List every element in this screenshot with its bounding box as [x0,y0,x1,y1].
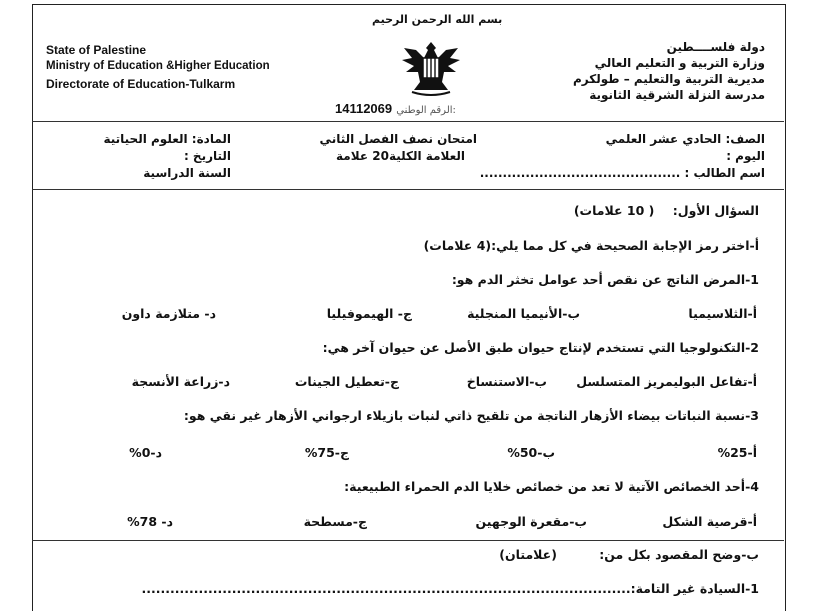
date-field: التاريخ : [183,149,231,163]
q1-item-1-option-d: د- متلازمة داون [121,306,216,321]
part-b-label: ب-وضح المقصود بكل من: [599,547,759,562]
divider-2 [32,189,784,190]
divider-3 [32,540,784,541]
part-a-instruction: أ-اختر رمز الإجابة الصحيحة في كل مما يلي:(4 علامات) [423,238,759,253]
q1-item-4-option-a: أ-قرصية الشكل [662,514,757,529]
q1-item-3-option-d: د-0% [129,445,162,460]
exam-title: امتحان نصف الفصل الثاني [319,132,477,146]
day-field: اليوم : [726,149,765,163]
q1-item-1: 1-المرض الناتج عن نقص أحد عوامل تخثر الدم هو: [451,272,759,287]
question-1-title [574,203,759,218]
palestine-eagle-emblem-icon [396,36,466,98]
q1-item-1-option-a: أ-الثلاسيميا [688,306,757,321]
national-number [335,101,456,117]
grade-field: الصف: الحادي عشر العلمي [605,132,765,146]
national-number-label: الرقم الوطني: [396,105,456,116]
q1-item-4: 4-أحد الخصائص الآتية لا تعد من خصائص خلايا الدم الحمراء الطبيعية: [344,479,759,494]
q1-item-2-option-c: ج-تعطيل الجينات [294,374,399,389]
divider-1 [32,121,784,122]
part-b-instruction [499,547,759,562]
q1-item-1-option-c: ج- الهيموفيليا [326,306,412,321]
question-1-label: السؤال الأول: [672,203,759,218]
header-en-line-1: State of Palestine [46,43,147,57]
header-en-line-3: Directorate of Education-Tulkarm [46,77,236,91]
q1-item-2: 2-التكنولوجيا التي تستخدم لإنتاج حيوان طبق الأصل عن حيوان آخر هي: [322,340,759,355]
basmala: بسم الله الرحمن الرحيم [372,13,503,26]
national-number-value: 14112069 [335,101,393,116]
part-b-marks: (علامتان) [499,547,557,562]
q1-item-1-option-b: ب-الأنيميا المنجلية [467,306,580,321]
q1-item-3-option-c: ج-75% [304,445,349,460]
header-en-line-2: Ministry of Education &Higher Education [46,60,270,72]
year-field: السنة الدراسية [143,166,231,180]
q1-item-4-option-d: د- 78% [127,514,173,529]
header-ar-line-2: وزارة التربية و التعليم العالي [594,56,765,70]
part-b-item-1: 1-السيادة غير التامة:....................................................................................................... [141,581,759,596]
total-mark: العلامة الكلية20 علامة [336,149,465,163]
q1-item-3-option-a: أ-25% [717,445,757,460]
header-ar-line-3: مديرية التربية والتعليم – طولكرم [572,72,765,86]
q1-item-3-option-b: ب-50% [507,445,555,460]
header-ar-line-1: دولة فلســــطين [666,40,765,54]
student-name-field: اسم الطالب : ............................................ [479,166,765,180]
question-1-marks: ( 10 علامات) [573,203,655,218]
q1-item-3: 3-نسبة النباتات بيضاء الأزهار الناتجة من تلقيح ذاتي لنبات بازيلاء ارجواني الأزهار غير نقي هو: [183,408,759,423]
header-ar-line-4: مدرسة النزلة الشرقية الثانوية [589,88,765,102]
subject-field: المادة: العلوم الحياتية [103,132,231,146]
q1-item-2-option-d: د-زراعة الأنسجة [131,374,230,389]
q1-item-2-option-a: أ-تفاعل البوليمريز المتسلسل [576,374,757,389]
q1-item-2-option-b: ب-الاستنساخ [466,374,547,389]
q1-item-4-option-b: ب-مقعرة الوجهين [475,514,587,529]
q1-item-4-option-c: ج-مسطحة [303,514,367,529]
